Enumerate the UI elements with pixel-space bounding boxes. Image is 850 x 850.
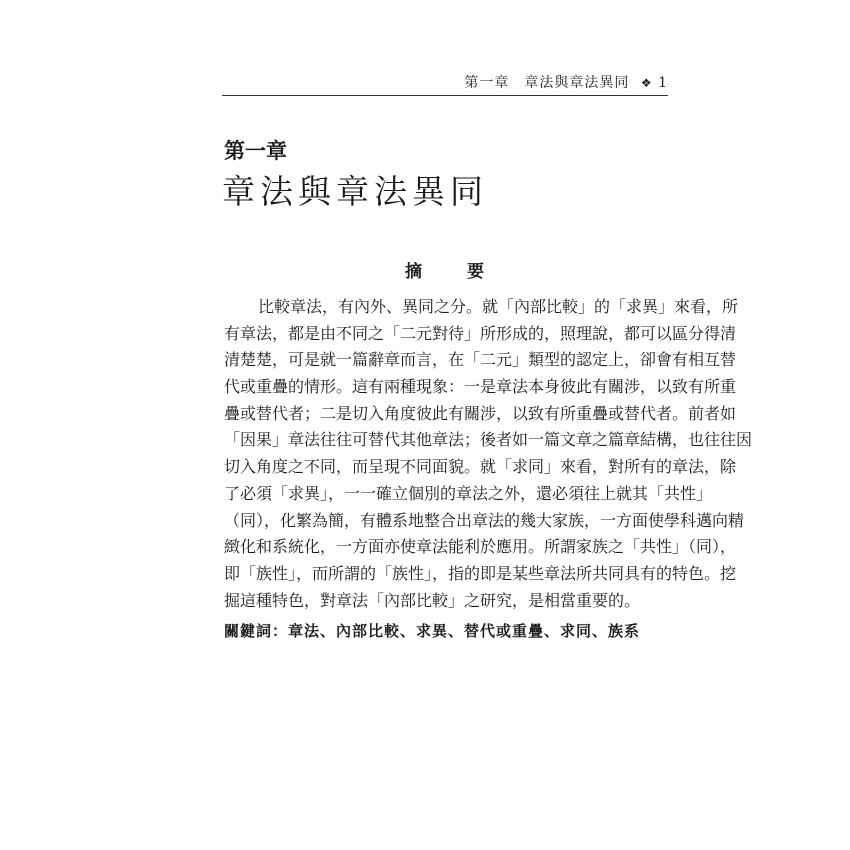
abstract-line: 即「族性」，而所謂的「族性」，指的即是某些章法所共同具有的特色。挖 bbox=[224, 563, 737, 583]
page-number: 1 bbox=[658, 75, 668, 91]
chapter-number: 第一章 bbox=[224, 139, 287, 163]
abstract-line: 緻化和系統化，一方面亦使章法能利於應用。所謂家族之「共性」（同）， bbox=[224, 537, 737, 557]
abstract-line: 疊或替代者；二是切入角度彼此有關涉，以致有所重疊或替代者。前者如 bbox=[224, 403, 737, 423]
running-header bbox=[222, 72, 668, 94]
abstract-line: 比較章法，有內外、異同之分。就「內部比較」的「求異」來看，所 bbox=[258, 297, 739, 316]
abstract-line: 有章法，都是由不同之「二元對待」所形成的，照理說，都可以區分得清 bbox=[224, 323, 737, 343]
abstract-line: 代或重疊的情形。這有兩種現象：一是章法本身彼此有關涉，以致有所重 bbox=[224, 377, 737, 397]
ornament-icon: ❖ bbox=[640, 76, 653, 90]
keywords: 關鍵詞：章法、內部比較、求異、替代或重疊、求同、族系 bbox=[224, 622, 641, 640]
abstract-line: 清楚楚，可是就一篇辭章而言，在「二元」類型的認定上，卻會有相互替 bbox=[224, 350, 737, 370]
running-header-title: 第一章 章法與章法異同 bbox=[464, 75, 630, 91]
abstract-line: 掘這種特色，對章法「內部比較」之研究，是相當重要的。 bbox=[224, 590, 641, 610]
chapter-title: 章法與章法異同 bbox=[222, 172, 488, 211]
abstract-line: 了必須「求異」，一一確立個別的章法之外，還必須往上就其「共性」 bbox=[224, 483, 713, 503]
abstract-paragraph bbox=[224, 294, 753, 614]
abstract-line: （同），化繁為簡，有體系地整合出章法的幾大家族，一方面使學科邁向精 bbox=[224, 510, 745, 530]
abstract-heading: 摘 要 bbox=[405, 262, 498, 282]
header-rule bbox=[222, 95, 668, 96]
abstract-line: 「因果」章法往往可替代其他章法；後者如一篇文章之篇章結構，也往往因 bbox=[224, 430, 753, 450]
abstract-line: 切入角度之不同，而呈現不同面貌。就「求同」來看，對所有的章法，除 bbox=[224, 457, 737, 477]
